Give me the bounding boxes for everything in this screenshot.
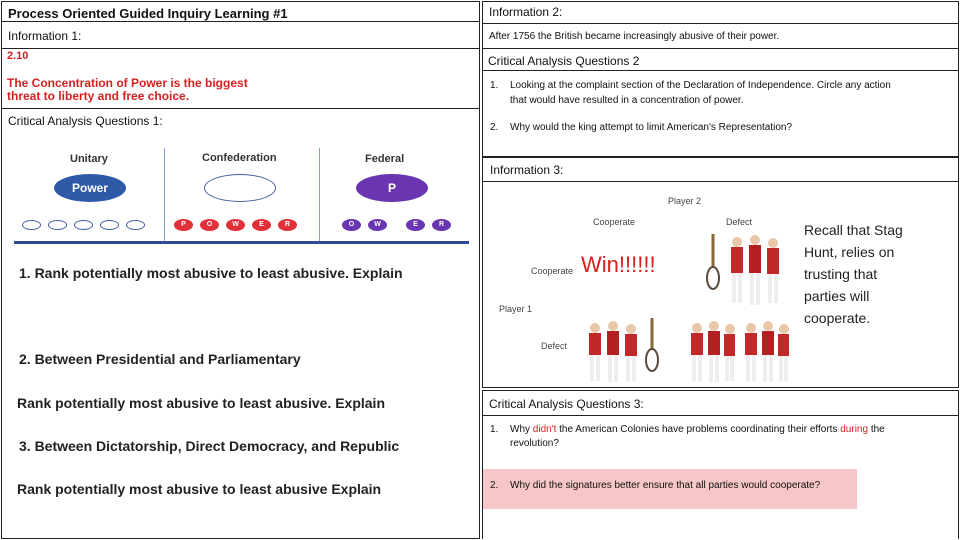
soldier-group-icon	[583, 318, 643, 384]
government-diagram	[14, 148, 469, 244]
stag-hunt-note	[804, 219, 903, 329]
caq3-question-2	[490, 480, 820, 491]
federal-power-circle	[356, 174, 428, 202]
stag-line-1: Recall that Stag	[804, 222, 903, 238]
unitary-title: Unitary	[70, 153, 108, 165]
info1-label: Information 1:	[8, 29, 82, 43]
cooperate-left-label: Cooperate	[531, 266, 574, 276]
question-3-followup: Rank potentially most abusive to least abusive Explain	[17, 481, 382, 497]
federal-letter: P	[387, 181, 396, 195]
stag-line-2: Hunt, relies on	[804, 244, 895, 260]
confed-letter-r: R	[278, 219, 297, 231]
caq3-q1-line-2: revolution?	[510, 438, 559, 449]
info2-text-row	[483, 24, 958, 49]
confed-letter-o: O	[200, 219, 219, 231]
player2-label: Player 2	[668, 196, 702, 206]
info2-label-row	[483, 2, 958, 24]
noose-icon	[704, 234, 722, 292]
caq2-question-2	[490, 122, 792, 133]
caq2-q2-text: Why would the king attempt to limit American's Representation?	[510, 122, 793, 133]
caq3-label: Critical Analysis Questions 3:	[489, 397, 644, 411]
caq3-q2-text: Why did the signatures better ensure that all parties would cooperate?	[510, 480, 821, 491]
caq3-q2-number: 2.	[490, 480, 499, 491]
federal-letter-o: O	[342, 219, 361, 231]
win-cell	[573, 232, 679, 308]
info3-label-row	[483, 158, 958, 182]
question-2-followup: Rank potentially most abusive to least abusive. Explain	[17, 395, 385, 411]
federal-letter-w: W	[368, 219, 387, 231]
caq3-label-row	[483, 391, 958, 416]
unitary-unit-circle	[100, 220, 119, 230]
noose-icon	[643, 318, 661, 374]
power-label: Power	[71, 181, 108, 195]
caq3-question-2-highlight	[483, 469, 857, 509]
player1-label: Player 1	[499, 304, 533, 314]
caq3-q1-emphasis-didnt: didn't	[532, 424, 557, 435]
quote-line-1: The Concentration of Power is the biggest	[7, 76, 248, 90]
caq2-q2-number: 2.	[490, 122, 499, 133]
caq3-q1-part-c: the	[868, 424, 885, 435]
confederation-title: Confederation	[202, 152, 277, 164]
caq2-q1-number: 1.	[490, 80, 499, 91]
caq2-label: Critical Analysis Questions 2	[488, 54, 640, 68]
unitary-unit-circle	[48, 220, 67, 230]
federal-letter-r: R	[432, 219, 451, 231]
page-title: Process Oriented Guided Inquiry Learning #1	[8, 6, 288, 21]
right-info2-panel	[482, 1, 959, 157]
section-code: 2.10	[7, 50, 29, 62]
federal-letter-e: E	[406, 219, 425, 231]
confederation-empty-circle	[204, 174, 276, 202]
unitary-unit-circle	[74, 220, 93, 230]
game-matrix	[491, 192, 801, 386]
left-panel	[1, 1, 480, 539]
defect-top-label: Defect	[726, 217, 753, 227]
soldier-group-icon	[687, 318, 737, 384]
unitary-unit-circle	[126, 220, 145, 230]
info2-label: Information 2:	[489, 5, 563, 19]
right-caq3-panel	[482, 390, 959, 539]
cooperate-top-label: Cooperate	[593, 217, 636, 227]
info1-content	[2, 49, 479, 109]
info1-row	[2, 22, 479, 49]
unitary-unit-circle	[22, 220, 41, 230]
soldier-group-icon	[741, 318, 791, 384]
caq2-label-row	[483, 49, 958, 71]
caq2-q1-line-1: Looking at the complaint section of the Declaration of Independence. Circle any action	[510, 80, 891, 91]
info2-text: After 1756 the British became increasingly abusive of their power.	[489, 31, 780, 42]
title-row	[2, 2, 479, 22]
question-1: 1. Rank potentially most abusive to least abusive. Explain	[19, 265, 403, 281]
confed-letter-e: E	[252, 219, 271, 231]
divider-1	[164, 148, 165, 241]
right-info3-panel	[482, 157, 959, 388]
confed-letter-w: W	[226, 219, 245, 231]
caq2-q1-line-2: that would have resulted in a concentration of power.	[510, 95, 744, 106]
caq3-q1-part-b: the American Colonies have problems coordinating their efforts	[556, 424, 841, 435]
caq2-question-1	[490, 78, 891, 108]
question-2: 2. Between Presidential and Parliamentary	[19, 351, 301, 367]
caq3-q1-number: 1.	[490, 424, 499, 435]
caq3-q1-emphasis-during: during	[840, 424, 869, 435]
defect-left-label: Defect	[541, 341, 568, 351]
confed-letter-p: P	[174, 219, 193, 231]
win-text: Win!!!!!!	[581, 252, 656, 277]
stag-line-3: trusting that	[804, 266, 878, 282]
soldier-group-icon	[725, 232, 785, 308]
question-3: 3. Between Dictatorship, Direct Democracy, and Republic	[19, 438, 400, 454]
stag-line-5: cooperate.	[804, 310, 871, 326]
unitary-power-circle	[54, 174, 126, 202]
quote-line-2: threat to liberty and free choice.	[7, 89, 190, 103]
federal-title: Federal	[365, 153, 405, 165]
caq3-q1-part-a: Why	[510, 424, 533, 435]
caq3-question-1	[490, 423, 885, 451]
stag-line-4: parties will	[804, 288, 870, 304]
divider-2	[319, 148, 320, 241]
info3-label: Information 3:	[490, 163, 564, 177]
caq1-label: Critical Analysis Questions 1:	[8, 114, 163, 128]
